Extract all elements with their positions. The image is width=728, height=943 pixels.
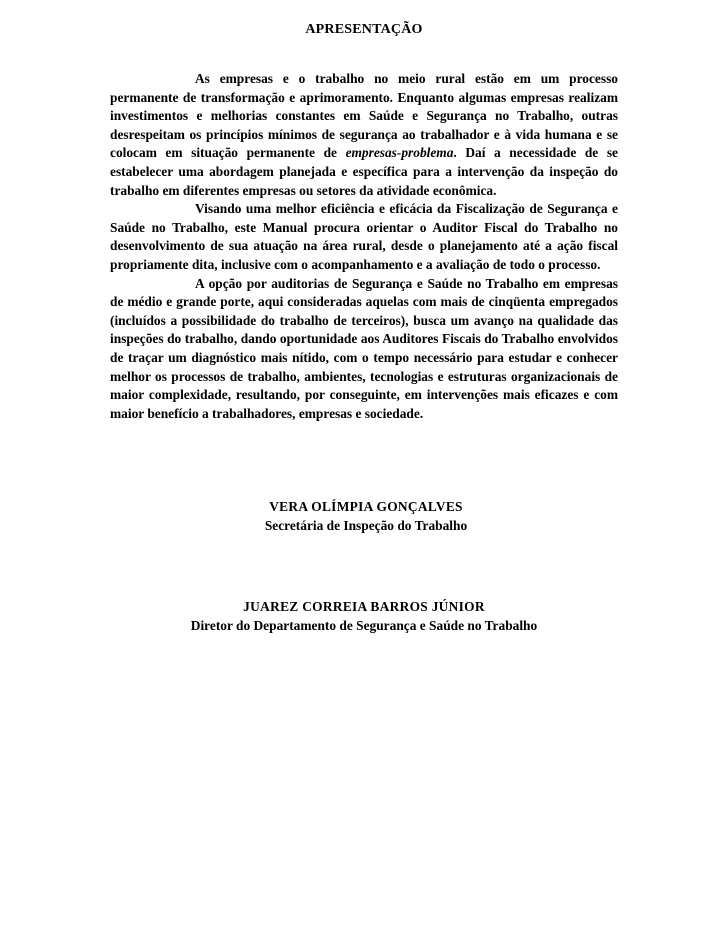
page-title: APRESENTAÇÃO — [305, 22, 423, 37]
signature-block-director — [0, 597, 728, 635]
signatory-role: Diretor do Departamento de Segurança e Saúde no Trabalho — [190, 618, 538, 633]
paragraph-3: A opção por auditorias de Segurança e Saúde no Trabalho em empresas de médio e grande porte, aqui consideradas aquelas com mais de cinqüenta empregados (incluídos a possibilidade do trabalho de terceiros), busca um avanço na qualidade das inspeções do trabalho, dando oportunidade aos Auditores Fiscais do Trabalho envolvidos de traçar um diagnóstico mais nítido, com o tempo necessário para estudar e conhecer melhor os processos de trabalho, ambientes, tecnologias e estruturas organizacionais de maior complexidade, resultando, por conseguinte, em intervenções mais eficazes e com maior benefício a trabalhadores, empresas e sociedade. — [110, 275, 618, 421]
paragraph-2: Visando uma melhor eficiência e eficácia da Fiscalização de Segurança e Saúde no Trabalho, este Manual procura orientar o Auditor Fiscal do Trabalho no desenvolvimento de sua atuação na área rural, desde o planejamento até a ação fiscal propriamente dita, inclusive com o acompanhamento e a avaliação de todo o processo. — [110, 201, 618, 272]
paragraph-1-emphasis: empresas-problema — [345, 145, 454, 161]
paragraph-1-text-after: . Daí a necessidade de se estabelecer uma abordagem planejada e específica para a intervenção da inspeção do trabalho em diferentes empresas ou setores da atividade econômica. — [110, 145, 618, 198]
signatory-name: JUAREZ CORREIA BARROS JÚNIOR — [243, 599, 485, 614]
signature-block-secretary — [0, 497, 728, 535]
presentation-body — [110, 70, 618, 423]
paragraph-1 — [110, 70, 618, 200]
signatory-role: Secretária de Inspeção do Trabalho — [264, 518, 468, 533]
paragraph-1-text-before: As empresas e o trabalho no meio rural estão em um processo permanente de transformação e aprimoramento. Enquanto algumas empresas realizam investimentos e melhorias constantes em Saúde e Segurança no Trabalho, outras desrespeitam os princípios mínimos de segurança ao trabalhador e à vida humana e se colocam em situação permanente de — [110, 71, 618, 161]
signatory-name: VERA OLÍMPIA GONÇALVES — [269, 499, 463, 514]
